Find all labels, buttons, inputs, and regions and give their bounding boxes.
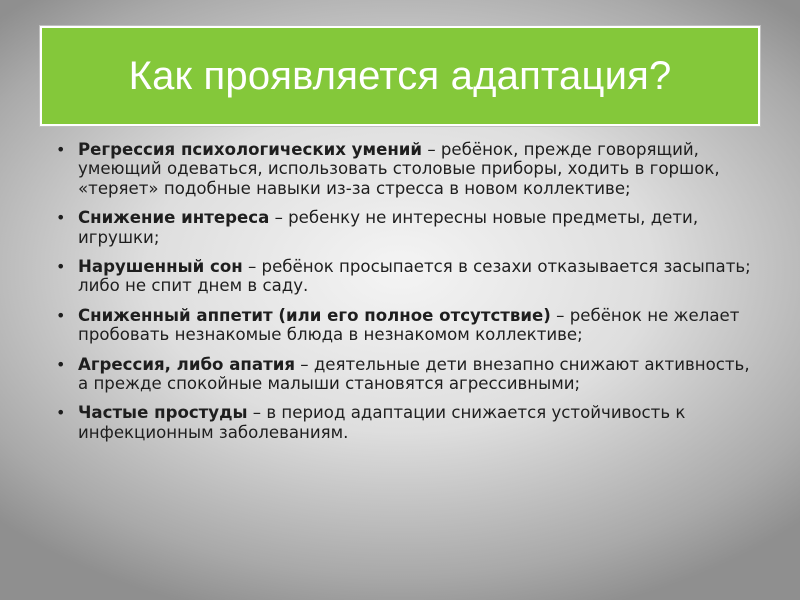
bullet-icon: • <box>56 305 66 325</box>
slide-title: Как проявляется адаптация? <box>128 53 672 98</box>
bullet-text: – ребёнок просыпается в сезахи отказывается засыпать; либо не спит днем в саду. <box>78 257 751 296</box>
bullet-icon: • <box>56 354 66 374</box>
bullet-item-regression <box>56 140 756 198</box>
bullet-item-appetite <box>56 306 756 345</box>
bullet-term: Нарушенный сон <box>78 257 243 277</box>
bullet-item-aggression <box>56 355 756 394</box>
title-banner <box>40 26 760 126</box>
bullet-icon: • <box>56 140 66 159</box>
bullet-term: Сниженный аппетит (или его полное отсутствие) <box>78 305 551 325</box>
bullet-icon: • <box>56 257 66 277</box>
bullet-text: – ребёнок, прежде говорящий, умеющий одеваться, использовать столовые приборы, ходить в горшок, «теряет» подобные навыки из-за стресса в новом коллективе; <box>78 140 720 198</box>
bullet-term: Снижение интереса <box>78 208 270 228</box>
bullet-text: – деятельные дети внезапно снижают активность, а прежде спокойные малыши становятся агрессивными; <box>78 354 750 394</box>
bullet-item-interest <box>56 208 756 247</box>
bullet-icon: • <box>56 403 66 423</box>
bullet-text: – ребёнок не желает пробовать незнакомые блюда в незнакомом коллективе; <box>78 305 740 345</box>
bullet-term: Частые простуды <box>78 403 248 423</box>
bullet-item-colds <box>56 403 756 442</box>
bullet-term: Регрессия психологических умений <box>78 140 423 159</box>
bullet-text: – в период адаптации снижается устойчивость к инфекционным заболеваниям. <box>78 403 686 442</box>
bullet-text: – ребенку не интересны новые предметы, дети, игрушки; <box>78 208 699 247</box>
bullet-term: Агрессия, либо апатия <box>78 354 295 374</box>
bullet-icon: • <box>56 208 66 228</box>
bullet-item-sleep <box>56 257 756 296</box>
bullet-list <box>56 140 756 452</box>
